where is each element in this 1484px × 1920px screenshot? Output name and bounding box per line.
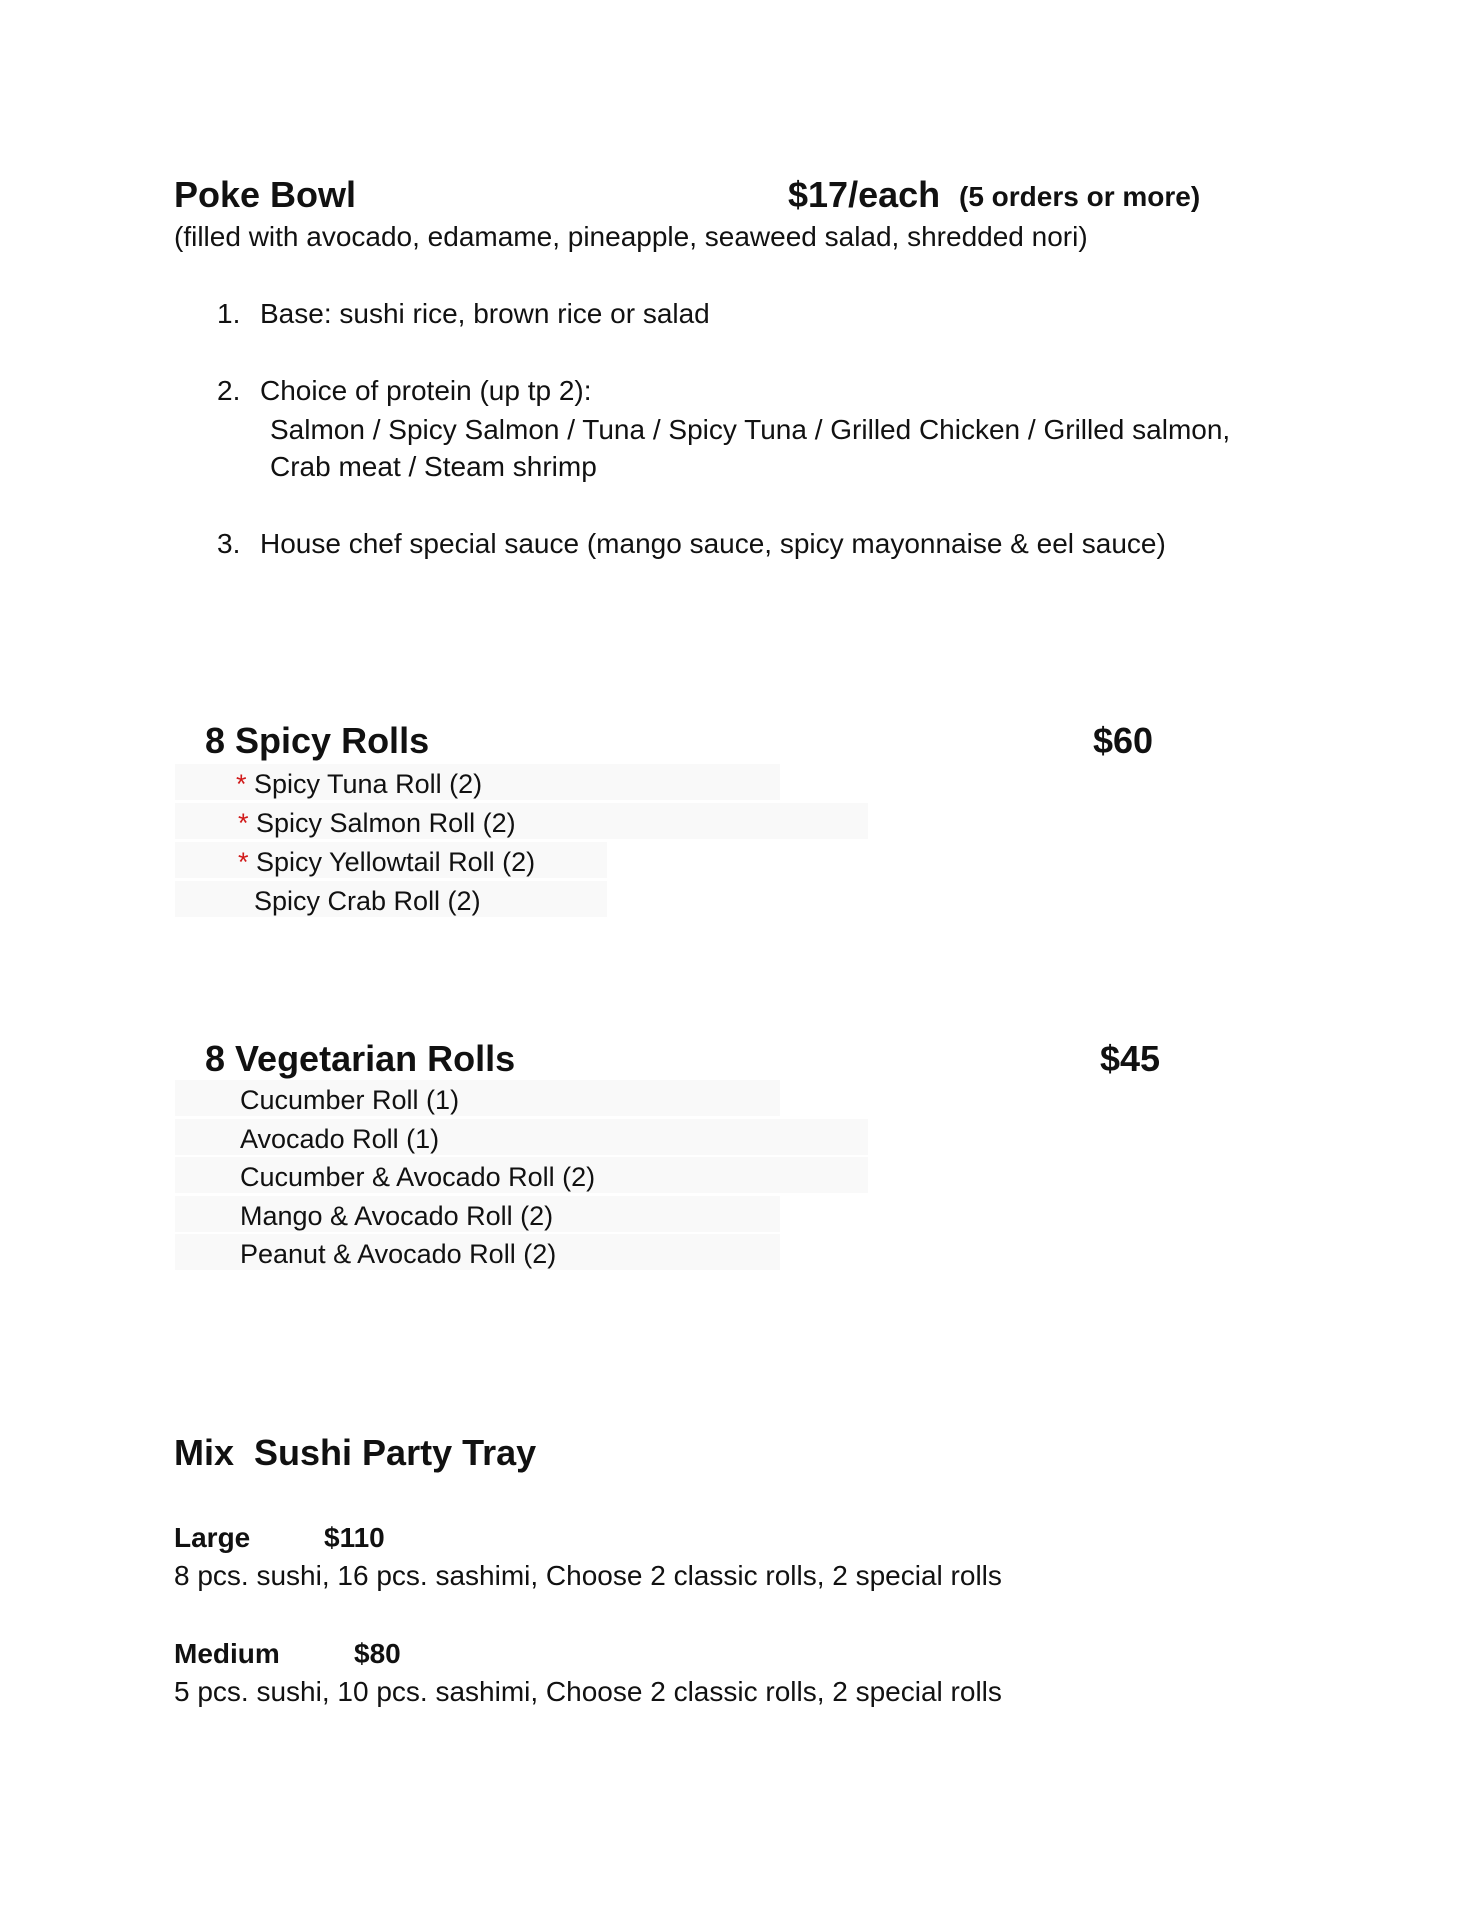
spicy-roll-item: Spicy Tuna Roll (2) [254, 769, 483, 799]
step-base: Base: sushi rice, brown rice or salad [260, 298, 710, 329]
step-number: 2. [217, 375, 241, 406]
spicy-star-icon: * [236, 769, 247, 799]
spicy-rolls-title: 8 Spicy Rolls [205, 720, 430, 761]
spicy-roll-item: Spicy Crab Roll (2) [254, 886, 481, 916]
protein-options-line-2: Crab meat / Steam shrimp [270, 451, 597, 482]
poke-bowl-price: $17/each [788, 174, 941, 215]
vegetarian-roll-item: Cucumber & Avocado Roll (2) [240, 1162, 596, 1192]
medium-tray-label: Medium [174, 1638, 280, 1669]
step-number: 1. [217, 298, 241, 329]
spicy-roll-item: Spicy Salmon Roll (2) [256, 808, 516, 838]
large-tray-price: $110 [324, 1522, 385, 1553]
poke-bowl-title: Poke Bowl [174, 174, 357, 215]
spicy-rolls-price: $60 [1093, 720, 1154, 761]
party-tray-title: Mix Sushi Party Tray [174, 1432, 537, 1473]
medium-tray-price: $80 [354, 1638, 401, 1669]
medium-tray-description: 5 pcs. sushi, 10 pcs. sashimi, Choose 2 classic rolls, 2 special rolls [174, 1676, 1002, 1707]
vegetarian-roll-item: Mango & Avocado Roll (2) [240, 1201, 554, 1231]
spicy-star-icon: * [238, 808, 249, 838]
vegetarian-rolls-title: 8 Vegetarian Rolls [205, 1038, 516, 1079]
protein-options-line-1: Salmon / Spicy Salmon / Tuna / Spicy Tuna / Grilled Chicken / Grilled salmon, [270, 414, 1231, 445]
large-tray-description: 8 pcs. sushi, 16 pcs. sashimi, Choose 2 classic rolls, 2 special rolls [174, 1560, 1002, 1591]
step-sauce: House chef special sauce (mango sauce, spicy mayonnaise & eel sauce) [260, 528, 1166, 559]
step-protein: Choice of protein (up tp 2): [260, 375, 592, 406]
large-tray-label: Large [174, 1522, 251, 1553]
vegetarian-roll-item: Avocado Roll (1) [240, 1124, 440, 1154]
spicy-roll-item: Spicy Yellowtail Roll (2) [256, 847, 536, 877]
vegetarian-rolls-price: $45 [1100, 1038, 1161, 1079]
poke-bowl-description: (filled with avocado, edamame, pineapple, seaweed salad, shredded nori) [174, 221, 1088, 252]
vegetarian-roll-item: Peanut & Avocado Roll (2) [240, 1239, 557, 1269]
poke-bowl-price-note: (5 orders or more) [959, 181, 1201, 212]
spicy-star-icon: * [238, 847, 249, 877]
vegetarian-roll-item: Cucumber Roll (1) [240, 1085, 460, 1115]
step-number: 3. [217, 528, 241, 559]
